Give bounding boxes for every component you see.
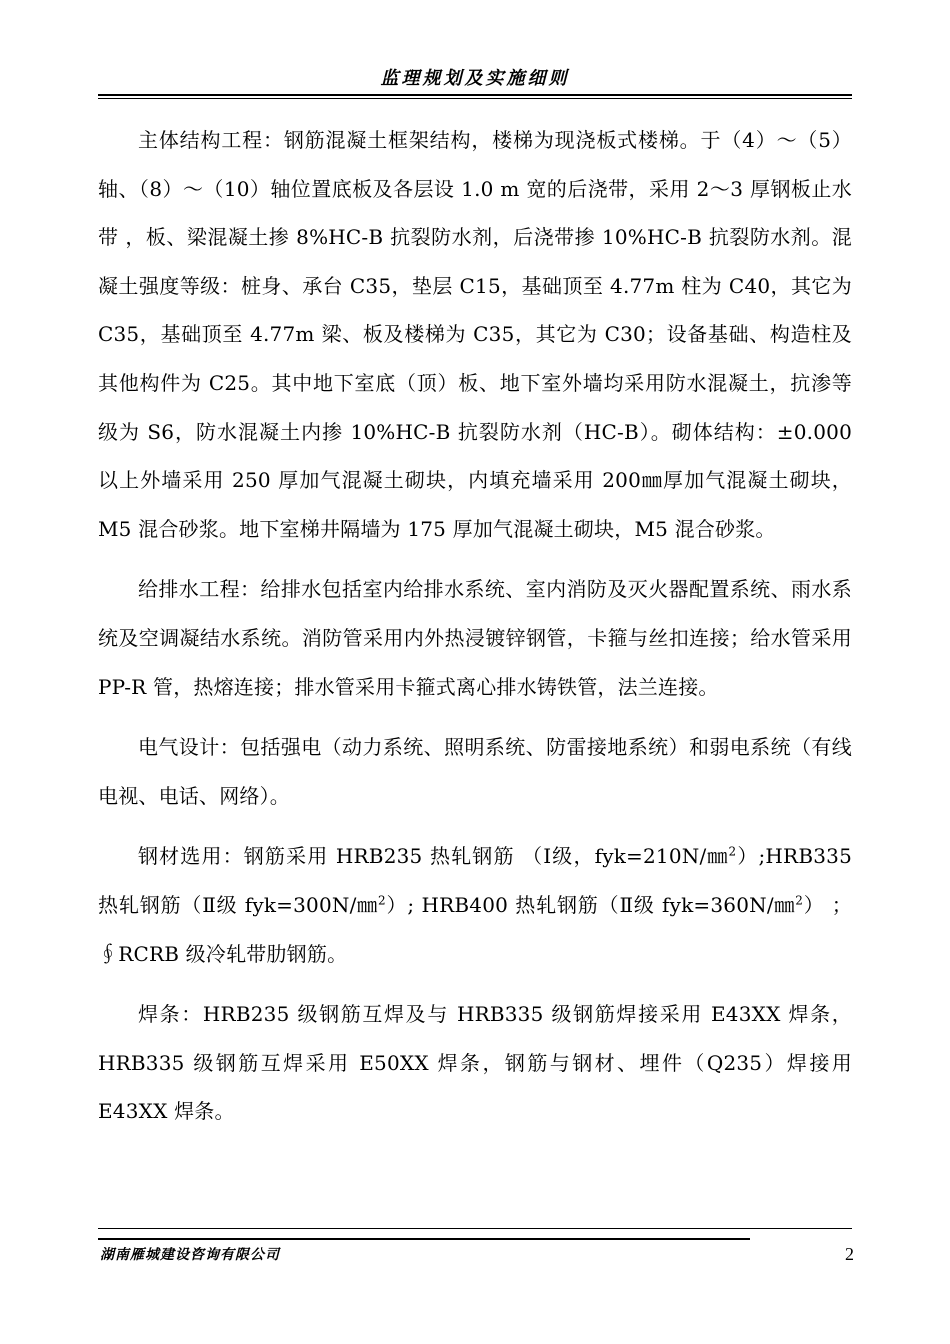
steel-text-part-4: ） ； ∮RCRB 级冷轧带肋钢筋。	[98, 892, 852, 966]
superscript-2: 2	[795, 893, 804, 908]
page-header-title: 监理规划及实施细则	[380, 68, 570, 89]
steel-text-part-2: ）;HRB335 热轧钢筋（Ⅱ级 fyk=300N/㎜	[98, 844, 852, 917]
steel-text-part-1: 钢材选用：钢筋采用 HRB235 热轧钢筋 （Ⅰ级，fyk=210N/㎜	[138, 844, 729, 869]
superscript-2: 2	[378, 893, 386, 908]
footer-company-name: 湖南雁城建设咨询有限公司	[100, 1247, 280, 1263]
footer-divider-thin	[98, 1228, 852, 1229]
paragraph-electrical: 电气设计：包括强电（动力系统、照明系统、防雷接地系统）和弱电系统（有线电视、电话、网络）。	[98, 735, 852, 808]
paragraph-plumbing: 给排水工程：给排水包括室内给排水系统、室内消防及灭火器配置系统、雨水系统及空调凝结水系统。消防管采用内外热浸镀锌钢管，卡箍与丝扣连接；给水管采用 PP-R 管，热熔连接；排水管采用卡箍式离心排水铸铁管，法兰连接。	[98, 577, 852, 699]
paragraph-welding-rods: 焊条：HRB235 级钢筋互焊及与 HRB335 级钢筋焊接采用 E43XX 焊条，HRB335 级钢筋互焊采用 E50XX 焊条，钢筋与钢材、埋件（Q235）焊接用 E43XX 焊条。	[98, 1002, 852, 1124]
document-body	[98, 116, 852, 1148]
paragraph-main-structure: 主体结构工程：钢筋混凝土框架结构，楼梯为现浇板式楼梯。于（4）～（5）轴、（8）～（10）轴位置底板及各层设 1.0 m 宽的后浇带，采用 2～3 厚钢板止水带 ，板、梁混凝土掺 8%HC-B 抗裂防水剂，后浇带掺 10%HC-B 抗裂防水剂。混凝土强度等级：桩身、承台 C35，垫层 C15，基础顶至 4.77m 柱为 C40，其它为 C35，基础顶至 4.77m 梁、板及楼梯为 C35，其它为 C30；设备基础、构造柱及其他构件为 C25。其中地下室底（顶）板、地下室外墙均采用防水混凝土，抗渗等级为 S6，防水混凝土内掺 10%HC-B 抗裂防水剂（HC-B）。砌体结构：±0.000 以上外墙采用 250 厚加气混凝土砌块，内填充墙采用 200㎜厚加气混凝土砌块，M5 混合砂浆。地下室梯井隔墙为 175 厚加气混凝土砌块，M5 混合砂浆。	[98, 128, 852, 541]
footer-divider-thick	[98, 1238, 750, 1240]
steel-text-part-3: ）; HRB400 热轧钢筋（Ⅱ级 fyk=360N/㎜	[385, 892, 796, 917]
header-divider-thin	[98, 98, 852, 99]
paragraph-steel-materials	[98, 832, 852, 978]
header-divider-thick	[98, 94, 852, 96]
page-number: 2	[845, 1244, 854, 1264]
superscript-2: 2	[728, 844, 737, 859]
